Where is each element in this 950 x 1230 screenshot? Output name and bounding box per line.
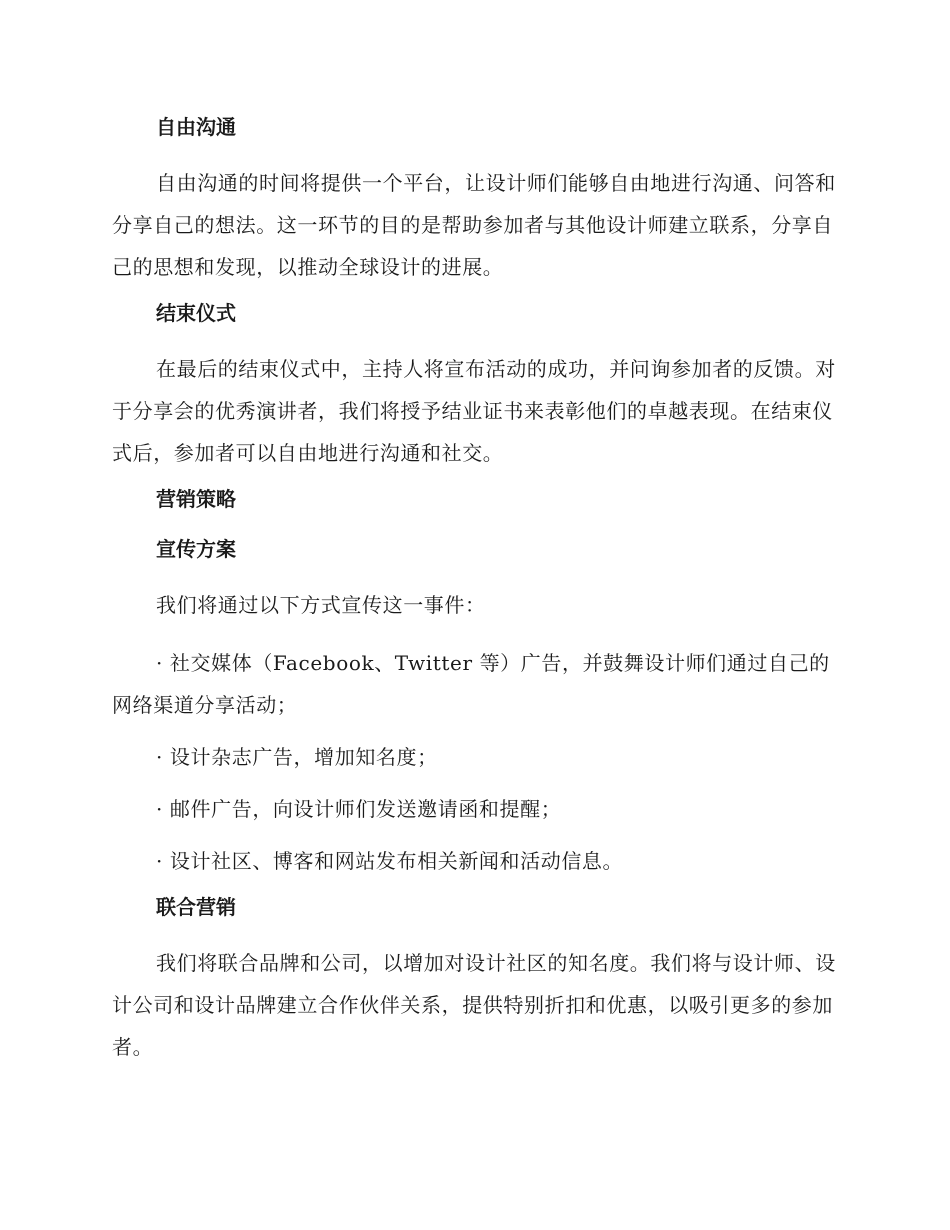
list-item: · 社交媒体（Facebook、Twitter 等）广告，并鼓舞设计师们通过自己的网络渠道分享活动； [112, 651, 830, 717]
heading-free-talk: 自由沟通 [156, 115, 236, 139]
heading-promotion-plan: 宣传方案 [156, 537, 236, 561]
paragraph-promotion-intro: 我们将通过以下方式宣传这一事件： [156, 593, 486, 617]
list-item: · 邮件广告，向设计师们发送邀请函和提醒； [156, 797, 562, 821]
heading-joint-marketing: 联合营销 [156, 895, 236, 919]
list-item: · 设计社区、博客和网站发布相关新闻和活动信息。 [156, 849, 624, 873]
paragraph-closing-ceremony: 在最后的结束仪式中，主持人将宣布活动的成功，并问询参加者的反馈。对于分享会的优秀演讲者，我们将授予结业证书来表彰他们的卓越表现。在结束仪式后，参加者可以自由地进行沟通和社交。 [112, 357, 836, 465]
document-body [112, 112, 842, 1078]
heading-closing-ceremony: 结束仪式 [156, 301, 236, 325]
paragraph-free-talk: 自由沟通的时间将提供一个平台，让设计师们能够自由地进行沟通、问答和分享自己的想法。这一环节的目的是帮助参加者与其他设计师建立联系，分享自己的思想和发现，以推动全球设计的进展。 [112, 171, 836, 279]
list-item: · 设计杂志广告，增加知名度； [156, 745, 438, 769]
heading-marketing-strategy: 营销策略 [156, 487, 236, 511]
paragraph-joint-marketing: 我们将联合品牌和公司，以增加对设计社区的知名度。我们将与设计师、设计公司和设计品牌建立合作伙伴关系，提供特别折扣和优惠，以吸引更多的参加者。 [112, 951, 836, 1059]
